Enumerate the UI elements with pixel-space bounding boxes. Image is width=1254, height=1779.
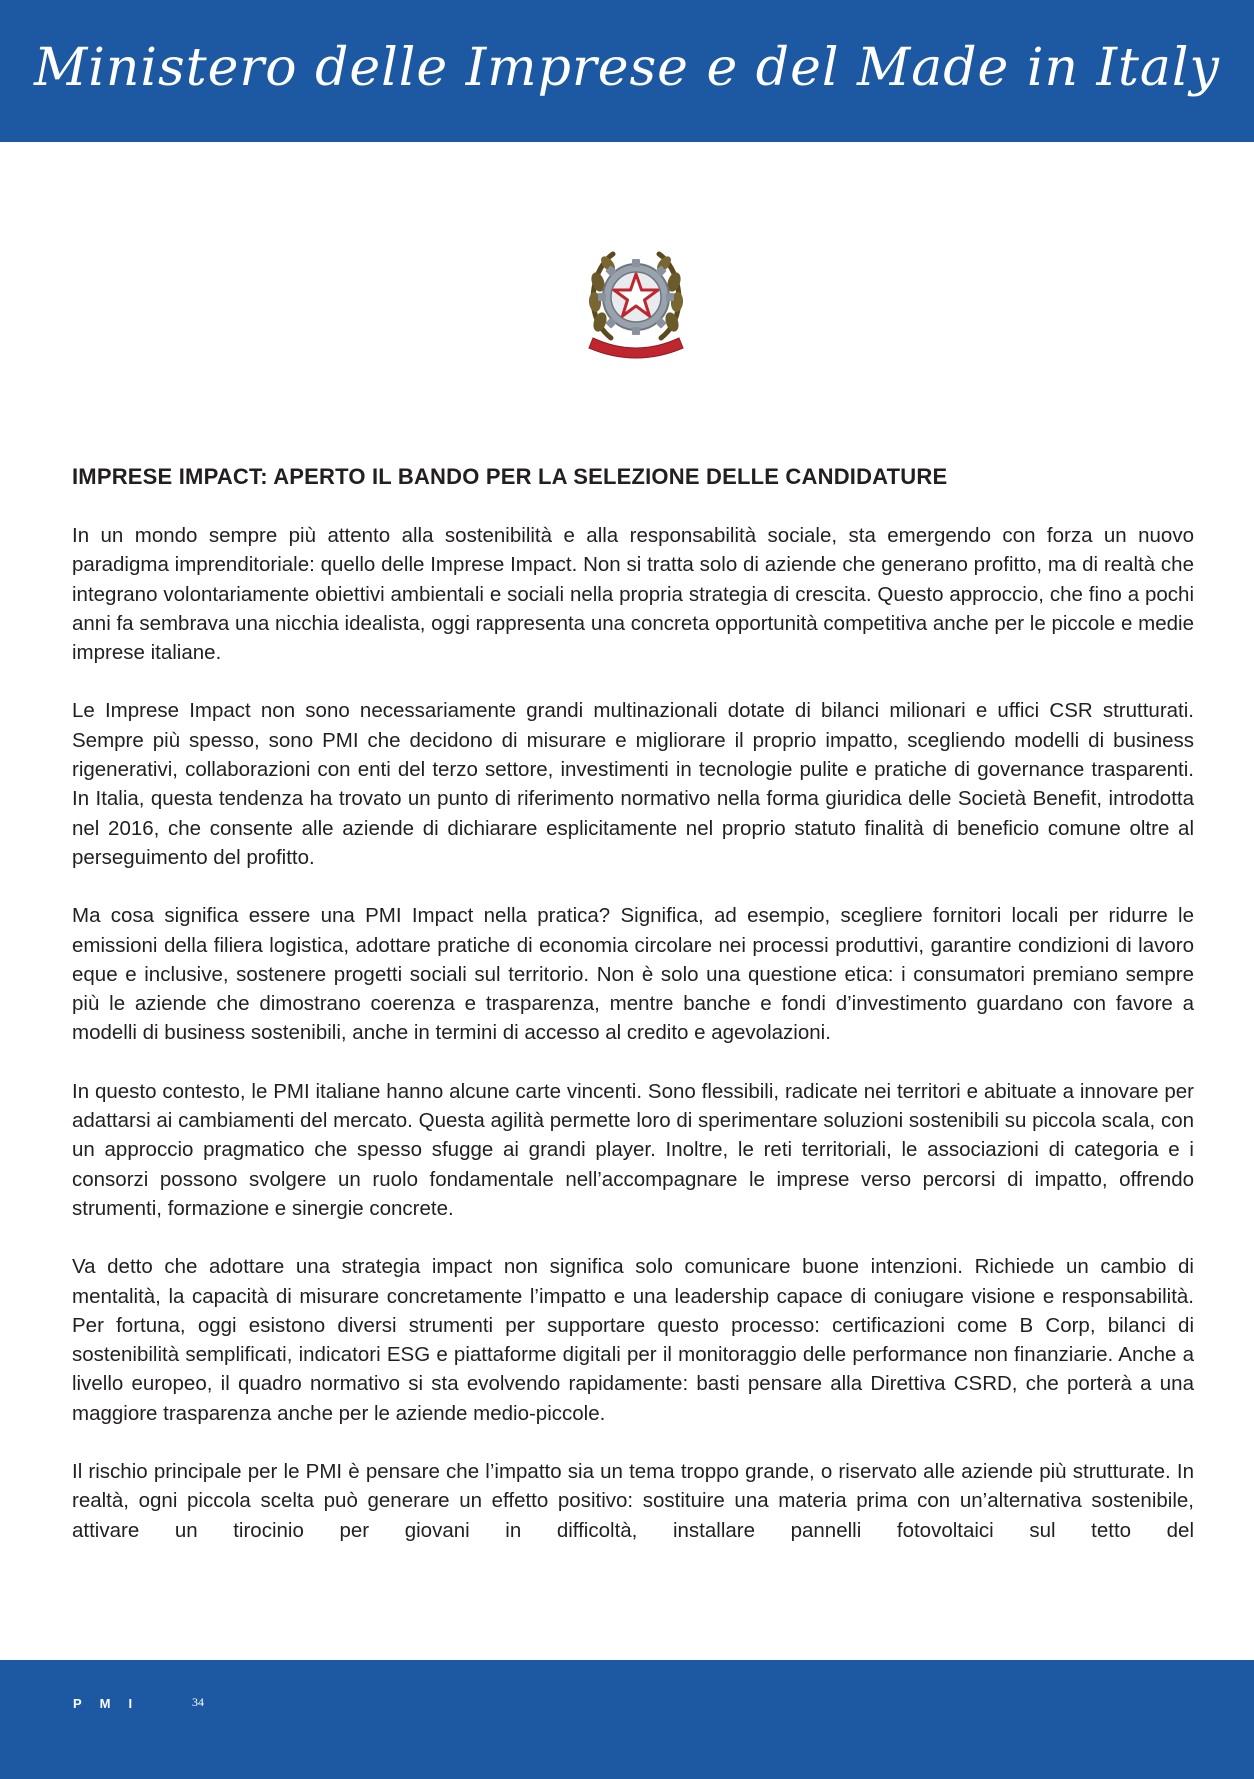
article bbox=[72, 462, 1194, 1545]
emblem-icon bbox=[581, 242, 691, 362]
page-header bbox=[0, 0, 1254, 142]
article-paragraph: Le Imprese Impact non sono necessariamente grandi multinazionali dotate di bilanci milionari e uffici CSR strutturati. Sempre più spesso, sono PMI che decidono di misurare e migliorare il proprio impatto, scegliendo modelli di business rigenerativi, collaborazioni con enti del terzo settore, investimenti in tecnologie pulite e pratiche di governance trasparenti. In Italia, questa tendenza ha trovato un punto di riferimento normativo nella forma giuridica delle Società Benefit, introdotta nel 2016, che consente alle aziende di dichiarare esplicitamente nel proprio statuto finalità di beneficio comune oltre al perseguimento del profitto. bbox=[72, 699, 1194, 869]
footer-brand: PMI bbox=[73, 1696, 151, 1711]
article-title: IMPRESE IMPACT: APERTO IL BANDO PER LA SELEZIONE DELLE CANDIDATURE bbox=[72, 464, 948, 489]
page-number: 34 bbox=[192, 1695, 204, 1709]
article-paragraph: Il rischio principale per le PMI è pensare che l’impatto sia un tema troppo grande, o riservato alle aziende più strutturate. In realtà, ogni piccola scelta può generare un effetto positivo: sostituire una materia prima con un’alternativa sostenibile, attivare un tirocinio per giovani in difficoltà, installare pannelli fotovoltaici sul tetto del bbox=[72, 1460, 1194, 1542]
article-paragraph: Ma cosa significa essere una PMI Impact nella pratica? Significa, ad esempio, scegliere fornitori locali per ridurre le emissioni della filiera logistica, adottare pratiche di economia circolare nei processi produttivi, garantire condizioni di lavoro eque e inclusive, sostenere progetti sociali sul territorio. Non è solo una questione etica: i consumatori premiano sempre più le aziende che dimostrano coerenza e trasparenza, mentre banche e fondi d’investimento guardano con favore a modelli di business sostenibili, anche in termini di accesso al credito e agevolazioni. bbox=[72, 904, 1194, 1045]
ministry-title: Ministero delle Imprese e del Made in Italy bbox=[34, 38, 1220, 98]
article-paragraph: Va detto che adottare una strategia impact non significa solo comunicare buone intenzioni. Richiede un cambio di mentalità, la capacità di misurare concretamente l’impatto e una leadership capace di coniugare visione e responsabilità. Per fortuna, oggi esistono diversi strumenti per supportare questo processo: certificazioni come B Corp, bilanci di sostenibilità semplificati, indicatori ESG e piattaforme digitali per il monitoraggio delle performance non finanziarie. Anche a livello europeo, il quadro normativo si sta evolvendo rapidamente: basti pensare alla Direttiva CSRD, che porterà a una maggiore trasparenza anche per le aziende medio-piccole. bbox=[72, 1255, 1194, 1425]
article-paragraph: In questo contesto, le PMI italiane hanno alcune carte vincenti. Sono flessibili, radicate nei territori e abituate a innovare per adattarsi ai cambiamenti del mercato. Questa agilità permette loro di sperimentare soluzioni sostenibili su piccola scala, con un approccio pragmatico che spesso sfugge ai grandi player. Inoltre, le reti territoriali, le associazioni di categoria e i consorzi possono svolgere un ruolo fondamentale nell’accompagnare le imprese verso percorsi di impatto, offrendo strumenti, formazione e sinergie concrete. bbox=[72, 1079, 1194, 1220]
article-paragraph: In un mondo sempre più attento alla sostenibilità e alla responsabilità sociale, sta emergendo con forza un nuovo paradigma imprenditoriale: quello delle Imprese Impact. Non si tratta solo di aziende che generano profitto, ma di realtà che integrano volontariamente obiettivi ambientali e sociali nella propria strategia di crescita. Questo approccio, che fino a pochi anni fa sembrava una nicchia idealista, oggi rappresenta una concreta opportunità competitiva anche per le piccole e medie imprese italiane. bbox=[72, 524, 1194, 665]
page-footer bbox=[0, 1660, 1254, 1779]
